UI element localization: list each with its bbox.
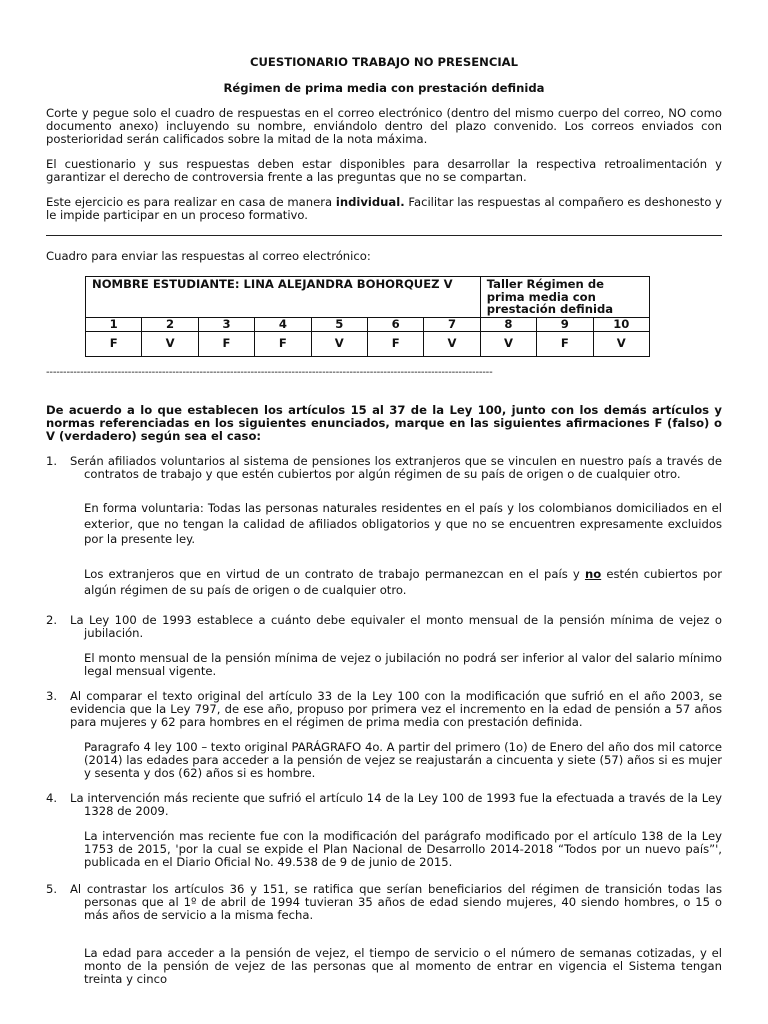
instruction-statement: De acuerdo a lo que establecen los artículos 15 al 37 de la Ley 100, junto con los demás artículos y normas referenciadas en los siguientes enunciados, marque en las siguientes afirmaciones F (falso) o V (verdadero) según sea el caso: xyxy=(46,403,722,443)
answer-4-paragraph: La intervención mas reciente fue con la modificación del parágrafo modificado por el artículo 138 de la Ley 1753 de 2015, 'por la cual se expide el Plan Nacional de Desarrollo 2014-2018 “Todos por un nuevo país”', publicada en el Diario Oficial No. 49.538 de 9 de junio de 2015. xyxy=(84,829,722,870)
answer-box-caption: Cuadro para enviar las respuestas al correo electrónico: xyxy=(46,249,371,263)
question-number-cell: 9 xyxy=(537,317,593,331)
answer-1-paragraph-1: En forma voluntaria: Todas las personas naturales residentes en el país y los colombianos domiciliados en el exterior, que no tengan la calidad de afiliados obligatorios y que no se encuentren expresamente excluidos por la presente ley. xyxy=(84,501,722,547)
answer-value-row xyxy=(86,331,650,356)
horizontal-rule xyxy=(46,235,722,236)
instruction-text: Facilitar las respuestas al compañero es deshonesto y le impide participar en un proceso formativo. xyxy=(46,195,723,223)
student-name-cell: NOMBRE ESTUDIANTE: LINA ALEJANDRA BOHORQUEZ V xyxy=(86,277,481,318)
question-text: La intervención más reciente que sufrió el artículo 14 de la Ley 100 de 1993 fue la efectuada a través de la Ley 1328 de 2009. xyxy=(70,791,722,819)
answer-value-cell: F xyxy=(198,331,254,356)
instruction-paragraph-2: El cuestionario y sus respuestas deben estar disponibles para desarrollar la respectiva retroalimentación y garantizar el derecho de controversia frente a las preguntas que no se compartan. xyxy=(46,157,722,185)
answer-value-cell: F xyxy=(367,331,423,356)
answer-value-cell: V xyxy=(311,331,367,356)
question-text: La Ley 100 de 1993 establece a cuánto debe equivaler el monto mensual de la pensión mínima de vejez o jubilación. xyxy=(70,613,722,641)
answer-value-cell: F xyxy=(255,331,311,356)
question-number: 3. xyxy=(46,689,58,703)
question-text: Serán afiliados voluntarios al sistema de pensiones los extranjeros que se vinculen en nuestro país a través de contratos de trabajo y que estén cubiertos por algún régimen de su país de origen o de cualquier otro. xyxy=(70,454,722,482)
question-4 xyxy=(46,792,722,818)
question-number-cell: 6 xyxy=(367,317,423,331)
question-number: 5. xyxy=(46,882,58,896)
instruction-text: Este ejercicio es para realizar en casa de manera xyxy=(46,195,336,209)
question-text: Al contrastar los artículos 36 y 151, se ratifica que serían beneficiarios del régimen de transición todas las personas que al 1º de abril de 1994 tuvieran 35 años de edad siendo mujeres, 40 siendo hombres, o 15 o más años de servicio a la misma fecha. xyxy=(70,882,722,923)
answer-text: estén cubiertos por algún régimen de su país de origen o de cualquier otro. xyxy=(84,567,722,597)
question-1 xyxy=(46,455,722,481)
question-number-cell: 5 xyxy=(311,317,367,331)
question-number: 4. xyxy=(46,791,58,805)
question-5 xyxy=(46,883,722,923)
instruction-emphasis: individual. xyxy=(335,195,405,209)
question-text: Al comparar el texto original del artículo 33 de la Ley 100 con la modificación que sufrió en el año 2003, se evidencia que la Ley 797, de ese año, propuso por primera vez el incremento en la edad de pensión a 57 años para mujeres y 62 para hombres en el régimen de prima media con prestación definida. xyxy=(70,689,722,730)
question-number: 1. xyxy=(46,454,58,468)
question-number-cell: 10 xyxy=(593,317,649,331)
taller-title-cell: Taller Régimen de prima media con prestación definida xyxy=(480,277,649,318)
question-number-cell: 8 xyxy=(480,317,536,331)
answer-value-cell: V xyxy=(480,331,536,356)
question-number-cell: 7 xyxy=(424,317,480,331)
instruction-paragraph-3 xyxy=(46,196,722,222)
question-number-cell: 3 xyxy=(198,317,254,331)
question-2 xyxy=(46,614,722,640)
answer-1-paragraph-2 xyxy=(84,567,722,598)
answer-emphasis: no xyxy=(584,567,602,581)
answer-value-cell: V xyxy=(593,331,649,356)
answer-value-cell: V xyxy=(142,331,198,356)
question-number: 2. xyxy=(46,613,58,627)
question-number-cell: 1 xyxy=(86,317,142,331)
document-subtitle: Régimen de prima media con prestación definida xyxy=(223,81,545,95)
answer-2-paragraph: El monto mensual de la pensión mínima de vejez o jubilación no podrá ser inferior al valor del salario mínimo legal mensual vigente. xyxy=(84,651,722,679)
document-title: CUESTIONARIO TRABAJO NO PRESENCIAL xyxy=(250,55,518,69)
answer-value-cell: F xyxy=(537,331,593,356)
question-number-cell: 2 xyxy=(142,317,198,331)
answer-value-cell: F xyxy=(86,331,142,356)
question-3 xyxy=(46,690,722,730)
question-number-row xyxy=(86,317,650,331)
answer-3-paragraph: Paragrafo 4 ley 100 – texto original PARÁGRAFO 4o. A partir del primero (1o) de Enero del año dos mil catorce (2014) las edades para acceder a la pensión de vejez se reajustarán a cincuenta y siete (57) años si es mujer y sesenta y dos (62) años si es hombre. xyxy=(84,740,722,781)
answer-table xyxy=(85,276,650,357)
instruction-paragraph-1: Corte y pegue solo el cuadro de respuestas en el correo electrónico (dentro del mismo cuerpo del correo, NO como documento anexo) incluyendo su nombre, enviándolo dentro del plazo convenido. Los correos enviados con posterioridad serán calificados sobre la mitad de la nota máxima. xyxy=(46,106,722,147)
answer-value-cell: V xyxy=(424,331,480,356)
dashed-separator: ----------------------------------------------------------------------------------------------------------------------------------- xyxy=(46,367,493,378)
question-number-cell: 4 xyxy=(255,317,311,331)
answer-text: Los extranjeros que en virtud de un contrato de trabajo permanezcan en el país y xyxy=(84,567,585,581)
answer-5-paragraph: La edad para acceder a la pensión de vejez, el tiempo de servicio o el número de semanas cotizadas, y el monto de la pensión de vejez de las personas que al momento de entrar en vigencia el Sistema tengan treinta y cinco xyxy=(84,946,722,987)
